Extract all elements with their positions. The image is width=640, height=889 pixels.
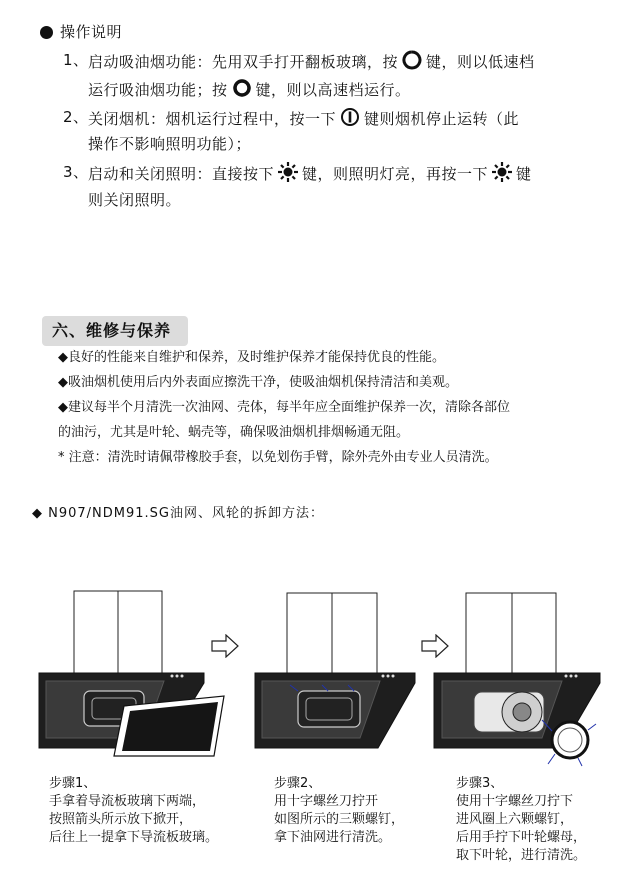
- step2-line1-text-b: 键则烟机停止运转（此: [364, 110, 520, 128]
- step1-line1-text-b: 键，则以低速档: [426, 53, 535, 71]
- step3-caption: [456, 775, 586, 865]
- step1-line1: [88, 50, 535, 72]
- section-title: 六、维修与保养: [52, 321, 172, 340]
- caption-line: 取下叶轮，进行清洗。: [456, 848, 587, 863]
- arrow-right-icon: [211, 634, 239, 658]
- step2-line1: [88, 107, 519, 129]
- caption-line: 进风圈上六颗螺钉，: [456, 812, 574, 827]
- caption-line: 手拿着导流板玻璃下两端，: [49, 794, 206, 809]
- caption-line: 使用十字螺丝刀拧下: [456, 794, 574, 809]
- step3-line1-text-a: 启动和关闭照明：直接按下: [88, 165, 275, 183]
- step1-caption: [49, 775, 218, 847]
- caption-line: 拿下油网进行清洗。: [274, 830, 392, 845]
- step1-line2: [88, 78, 411, 100]
- caption-line: 步骤2、: [274, 776, 322, 791]
- caption-line: 后往上一提拿下导流板玻璃。: [49, 830, 219, 845]
- bullet-dot: [40, 26, 53, 39]
- step3-line2: 则关闭照明。: [88, 191, 182, 209]
- step2-number: 2、: [63, 108, 89, 126]
- step1-number: 1、: [63, 51, 89, 69]
- step2-line2: 操作不影响照明功能）；: [88, 135, 252, 153]
- power-ring-icon: [402, 50, 422, 70]
- light-icon: [492, 162, 512, 182]
- maintenance-item: ◆良好的性能来自维护和保养，及时维护保养才能保持优良的性能。: [58, 350, 445, 365]
- step2-caption: [274, 775, 404, 847]
- section-title-box: [42, 316, 188, 346]
- power-icon: [340, 107, 360, 127]
- step3-line1: [88, 162, 532, 184]
- maintenance-item: ◆吸油烟机使用后内外表面应擦洗干净，使吸油烟机保持清洁和美观。: [58, 375, 458, 390]
- light-icon: [278, 162, 298, 182]
- caption-line: 步骤1、: [49, 776, 97, 791]
- disassembly-title: ◆ N907/NDM91.SG油网、风轮的拆卸方法：: [32, 506, 324, 521]
- step3-line1-text-c: 键: [516, 165, 532, 183]
- maintenance-note: * 注意：清洗时请佩带橡胶手套，以免划伤手臂，除外壳外由专业人员清洗。: [58, 450, 498, 465]
- step3-line1-text-b: 键，则照明灯亮，再按一下: [302, 165, 489, 183]
- caption-line: 后用手拧下叶轮螺母，: [456, 830, 587, 845]
- operation-header: 操作说明: [60, 23, 123, 41]
- maintenance-item: 的油污，尤其是叶轮、蜗壳等，确保吸油烟机排烟畅通无阻。: [58, 425, 410, 440]
- maintenance-item: ◆建议每半个月清洗一次油网、壳体，每半年应全面维护保养一次，清除各部位: [58, 400, 510, 415]
- step2-illustration: [250, 588, 420, 760]
- step1-line1-text-a: 启动吸油烟功能：先用双手打开翻板玻璃，按: [88, 53, 399, 71]
- caption-line: 如图所示的三颗螺钉，: [274, 812, 405, 827]
- caption-line: 步骤3、: [456, 776, 504, 791]
- fan-ring-icon: [232, 78, 252, 98]
- step3-illustration: [430, 588, 610, 768]
- step1-line2-text-a: 运行吸油烟功能；按: [88, 81, 228, 99]
- step2-line1-text-a: 关闭烟机：烟机运行过程中，按一下: [88, 110, 337, 128]
- caption-line: 用十字螺丝刀拧开: [274, 794, 379, 809]
- step1-illustration: [34, 588, 244, 760]
- caption-line: 按照箭头所示放下掀开，: [49, 812, 193, 827]
- step1-line2-text-b: 键，则以高速档运行。: [255, 81, 411, 99]
- step3-number: 3、: [63, 163, 89, 181]
